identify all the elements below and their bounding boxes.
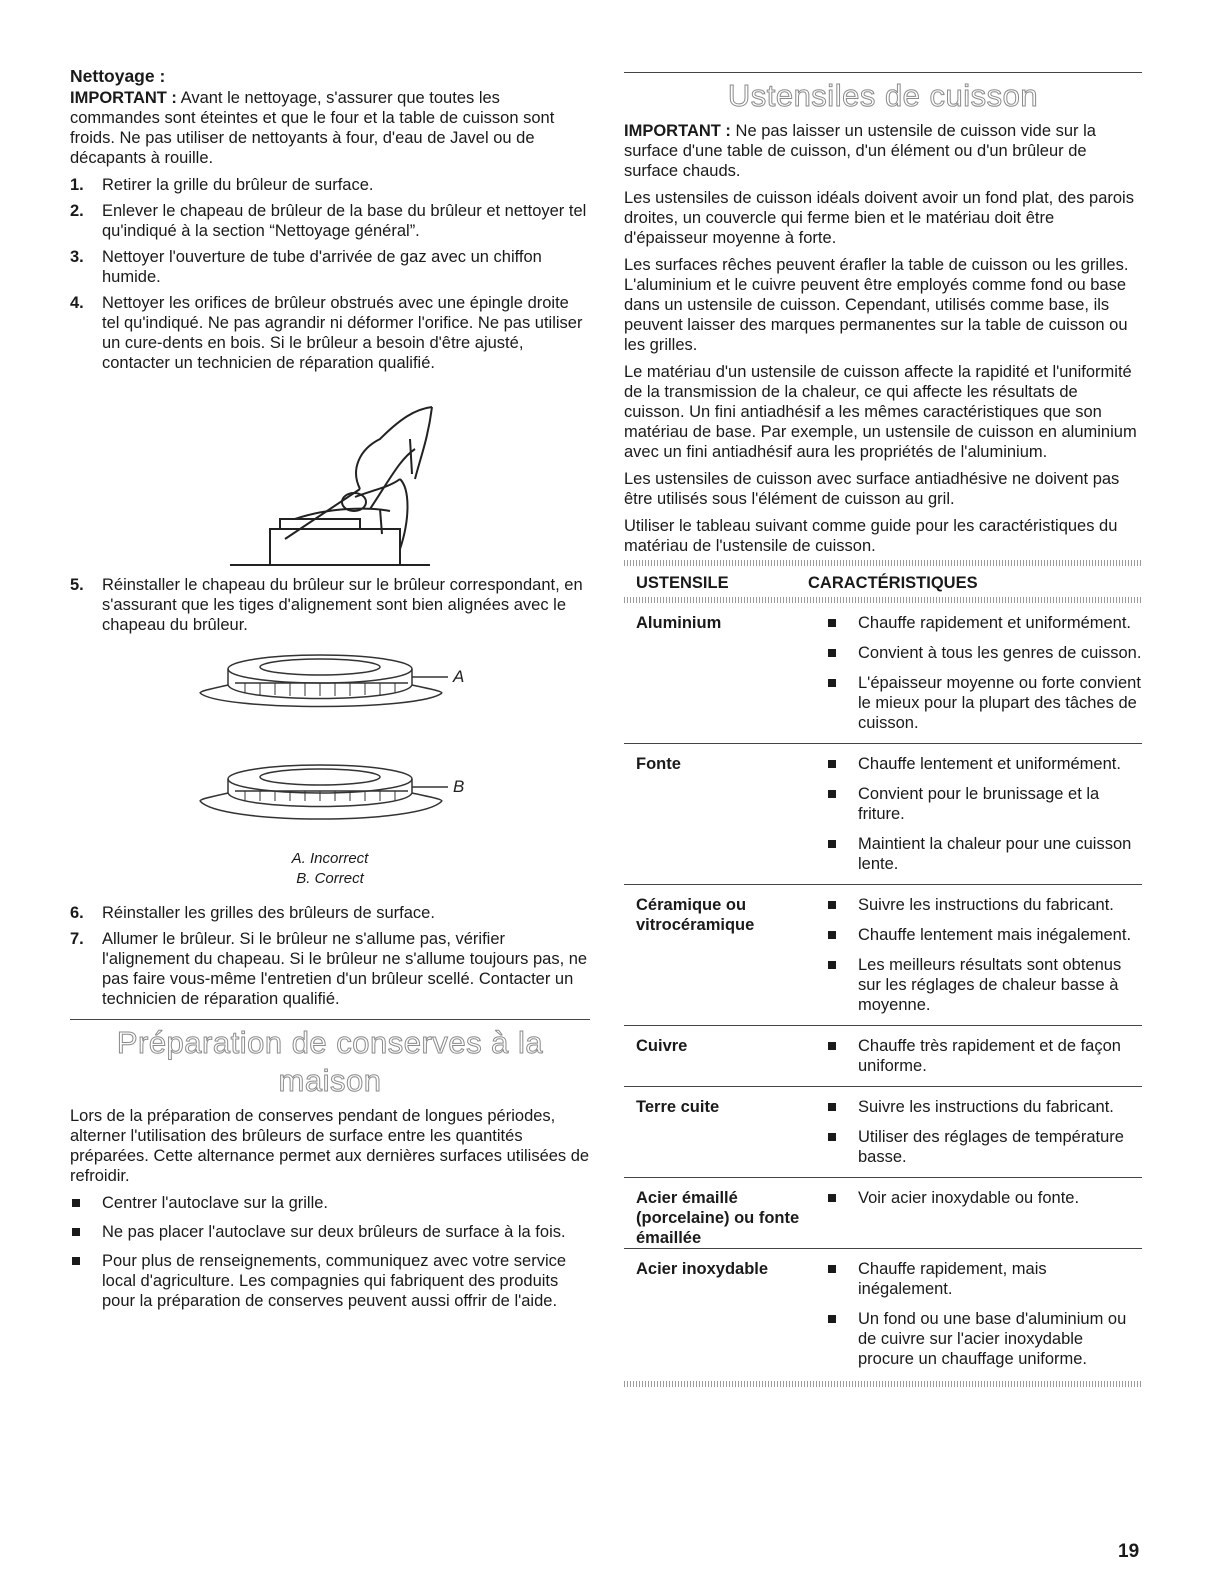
- burner-cap-figure: [70, 641, 590, 847]
- paragraph: Utiliser le tableau suivant comme guide pour les caractéristiques du matériau de l'ustensile de cuisson.: [624, 517, 1118, 555]
- cookware-table: [624, 603, 1142, 1379]
- feature-item: Utiliser des réglages de température basse.: [826, 1127, 1142, 1167]
- left-column: [70, 66, 590, 1320]
- table-bottom-border: [624, 1381, 1142, 1387]
- material-name: Fonte: [624, 744, 826, 885]
- feature-item: Suivre les instructions du fabricant.: [826, 1097, 1142, 1117]
- step-item: 4. Nettoyer les orifices de brûleur obstrués avec une épingle droite tel qu'indiqué. Ne pas agrandir ni déformer l'orifice. Ne pas utiliser un cure-dents en bois. Si le brûleur a besoin d'être ajusté, contacter un technicien de réparation qualifié.: [70, 294, 583, 372]
- figure-label-b: B: [453, 777, 465, 796]
- canning-bullets: [70, 1193, 590, 1311]
- material-features: [826, 885, 1142, 1026]
- feature-item: Les meilleurs résultats sont obtenus sur les réglages de chaleur basse à moyenne.: [826, 955, 1142, 1015]
- caption-b: B. Correct: [296, 870, 364, 887]
- cleaning-important: IMPORTANT : Avant le nettoyage, s'assurer que toutes les commandes sont éteintes et que le four et la table de cuisson sont froids. Ne pas utiliser de nettoyants à four, d'eau de Javel ou de décapants à rouille.: [70, 89, 555, 167]
- cleaning-heading: Nettoyage :: [70, 66, 166, 86]
- material-features: [826, 744, 1142, 885]
- section-divider: [70, 1019, 590, 1020]
- table-row: [624, 603, 1142, 744]
- feature-item: Suivre les instructions du fabricant.: [826, 895, 1142, 915]
- list-item: Centrer l'autoclave sur la grille.: [70, 1193, 590, 1213]
- figure-label-a: A: [453, 667, 465, 686]
- feature-item: Chauffe rapidement, mais inégalement.: [826, 1259, 1142, 1299]
- feature-item: Voir acier inoxydable ou fonte.: [826, 1188, 1142, 1208]
- feature-item: Un fond ou une base d'aluminium ou de cuivre sur l'acier inoxydable procure un chauffage uniforme.: [826, 1309, 1142, 1369]
- step-item: 6. Réinstaller les grilles des brûleurs de surface.: [70, 904, 435, 922]
- table-row: [624, 885, 1142, 1026]
- feature-item: Chauffe lentement mais inégalement.: [826, 925, 1142, 945]
- table-row: [624, 1026, 1142, 1087]
- canning-title: Préparation de conserves à la maison: [116, 1025, 544, 1098]
- paragraph: Le matériau d'un ustensile de cuisson affecte la rapidité et l'uniformité de la transmission de la chaleur, ce qui affecte les résultats de cuisson. Un fini antiadhésif a les mêmes caractéristiques que son matériau de base. Par exemple, un ustensile de cuisson en aluminium avec un fini antiadhésif aura les propriétés de l'aluminium.: [624, 363, 1137, 461]
- cleaning-steps-a: [70, 175, 590, 373]
- list-item: Pour plus de renseignements, communiquez avec votre service local d'agriculture. Les compagnies qui fabriquent des produits pour la préparation de conserves peuvent aussi offrir de l'aide.: [70, 1251, 590, 1311]
- header-caracteristiques: CARACTÉRISTIQUES: [808, 574, 978, 592]
- material-name: Acier inoxydable: [624, 1249, 826, 1380]
- paragraph: Les ustensiles de cuisson avec surface antiadhésive ne doivent pas être utilisés sous l'élément de cuisson au gril.: [624, 470, 1120, 508]
- material-features: [826, 1026, 1142, 1087]
- feature-item: Convient pour le brunissage et la friture.: [826, 784, 1142, 824]
- table-row: [624, 1178, 1142, 1249]
- material-name: Céramique ou vitrocéramique: [624, 885, 826, 1026]
- material-features: [826, 1178, 1142, 1249]
- step-item: 5. Réinstaller le chapeau du brûleur sur le brûleur correspondant, en s'assurant que les tiges d'alignement sont bien alignées avec le chapeau du brûleur.: [70, 576, 583, 634]
- step-item: 3. Nettoyer l'ouverture de tube d'arrivée de gaz avec un chiffon humide.: [70, 248, 542, 286]
- cleaning-step-5: [70, 575, 590, 635]
- right-column: [624, 66, 1142, 1387]
- hand-pin-illustration: [70, 379, 590, 575]
- canning-intro: Lors de la préparation de conserves pendant de longues périodes, alterner l'utilisation des brûleurs de surface entre les quantités préparées. Cette alternance permet aux dernières surfaces utilisées de refroidir.: [70, 1107, 590, 1185]
- table-row: [624, 1087, 1142, 1178]
- step-item: 1. Retirer la grille du brûleur de surface.: [70, 176, 374, 194]
- feature-item: Chauffe très rapidement et de façon uniforme.: [826, 1036, 1142, 1076]
- paragraph: Les surfaces rêches peuvent érafler la table de cuisson ou les grilles. L'aluminium et le cuivre peuvent être employés comme fond ou base dans un ustensile de cuisson. Cependant, utilisés comme base, ils peuvent laisser des marques permanentes sur la table de cuisson ou les grilles.: [624, 256, 1129, 354]
- material-name: Acier émaillé (porcelaine) ou fonte émaillée: [624, 1178, 826, 1249]
- section-divider: [624, 72, 1142, 73]
- feature-item: Chauffe rapidement et uniformément.: [826, 613, 1142, 633]
- material-features: [826, 603, 1142, 744]
- caption-a: A. Incorrect: [291, 850, 369, 867]
- figure-caption: [70, 849, 590, 889]
- paragraph: Les ustensiles de cuisson idéals doivent avoir un fond plat, des parois droites, un couvercle qui ferme bien et le matériau doit être d'épaisseur moyenne à forte.: [624, 189, 1134, 247]
- step-item: 2. Enlever le chapeau de brûleur de la base du brûleur et nettoyer tel qu'indiqué à la section “Nettoyage général”.: [70, 202, 587, 240]
- table-row: [624, 1249, 1142, 1380]
- feature-item: L'épaisseur moyenne ou forte convient le mieux pour la plupart des tâches de cuisson.: [826, 673, 1142, 733]
- feature-item: Convient à tous les genres de cuisson.: [826, 643, 1142, 663]
- cleaning-steps-b: [70, 903, 590, 1009]
- feature-item: Chauffe lentement et uniformément.: [826, 754, 1142, 774]
- material-name: Terre cuite: [624, 1087, 826, 1178]
- table-header: [624, 566, 1142, 597]
- cookware-title: Ustensiles de cuisson: [727, 78, 1039, 113]
- material-features: [826, 1087, 1142, 1178]
- step-item: 7. Allumer le brûleur. Si le brûleur ne s'allume pas, vérifier l'alignement du chapeau. Si le brûleur ne s'allume toujours pas, ne pas faire vous-même l'entretien d'un brûleur scellé. Contacter un technicien de réparation qualifié.: [70, 930, 588, 1008]
- table-row: [624, 744, 1142, 885]
- page-number: 19: [1118, 1541, 1140, 1562]
- material-features: [826, 1249, 1142, 1380]
- feature-item: Maintient la chaleur pour une cuisson lente.: [826, 834, 1142, 874]
- material-name: Aluminium: [636, 614, 722, 632]
- list-item: Ne pas placer l'autoclave sur deux brûleurs de surface à la fois.: [70, 1222, 590, 1242]
- header-ustensile: USTENSILE: [636, 574, 729, 592]
- cookware-important: IMPORTANT : Ne pas laisser un ustensile de cuisson vide sur la surface d'une table de cuisson, d'un élément ou d'un brûleur de surface chauds.: [624, 122, 1096, 180]
- material-name: Cuivre: [624, 1026, 826, 1087]
